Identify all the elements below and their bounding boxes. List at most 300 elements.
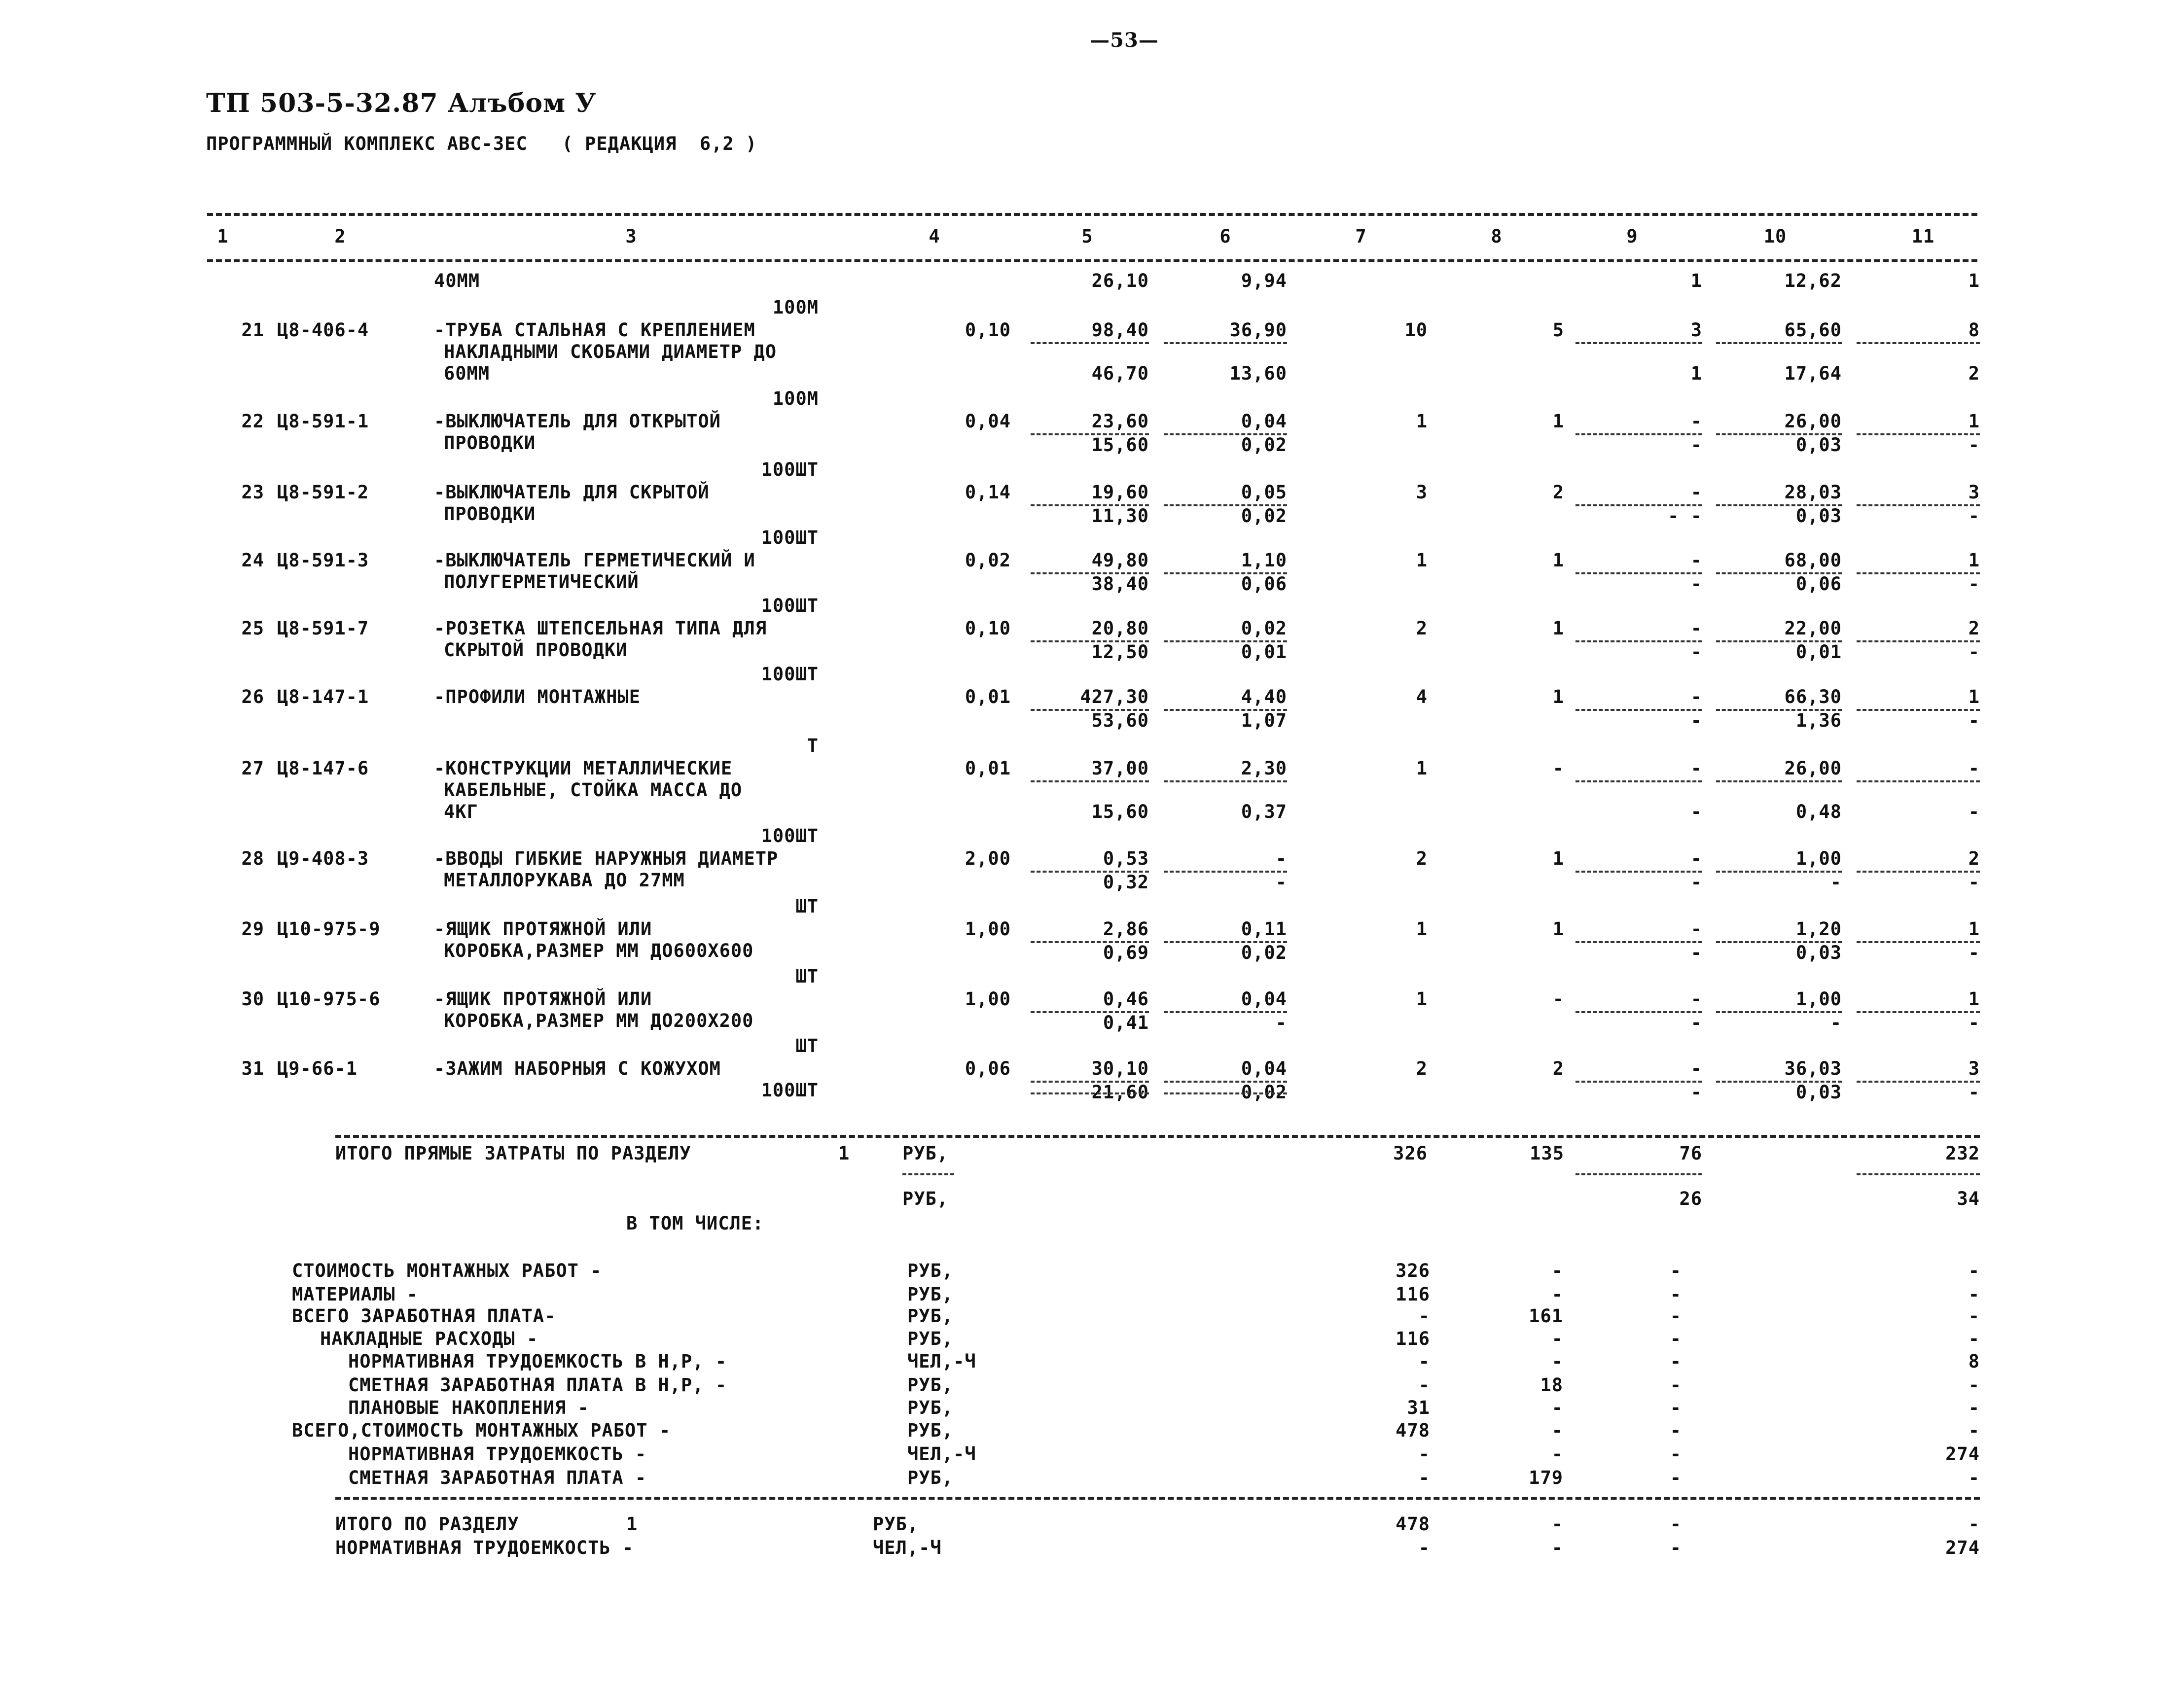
cell-sub-col9: - (1690, 641, 1702, 663)
breakdown-label: СТОИМОСТЬ МОНТАЖНЫХ РАБОТ - (292, 1260, 602, 1281)
cell-divider (1857, 780, 1980, 782)
cell-c5: 20,80 (1091, 618, 1149, 639)
cell-c10: 36,03 (1784, 1058, 1842, 1079)
cell-c8: - (1552, 758, 1564, 779)
item-description-cont: НАКЛАДНЫМИ СКОБАМИ ДИАМЕТР ДО (444, 341, 777, 362)
cell-c4: 0,10 (965, 618, 1011, 639)
cell-c5: 37,00 (1091, 758, 1149, 779)
cell-c11: 2 (1968, 848, 1980, 869)
cell-sub-col10: 0,01 (1795, 641, 1842, 663)
unit-label: ШТ (795, 896, 819, 917)
breakdown-col11: - (1968, 1328, 1980, 1349)
cell-c9: - (1690, 686, 1702, 707)
cell-c9: - (1690, 482, 1702, 503)
cell-c6: 1,10 (1241, 550, 1287, 571)
cell-sub-col5: 0,32 (1103, 872, 1149, 893)
breakdown-col8: 179 (1529, 1467, 1563, 1488)
breakdown-col11: 274 (1945, 1443, 1980, 1465)
cell-c8: 1 (1552, 411, 1564, 432)
cell-c5: 98,40 (1091, 319, 1149, 341)
breakdown-col7: 116 (1396, 1328, 1430, 1349)
cell-sub-col5: 0,69 (1103, 942, 1149, 963)
cell-sub-col6: 1,07 (1241, 710, 1287, 731)
cell-c4: 1,00 (965, 988, 1011, 1010)
cell-sub-col5: 46,70 (1091, 363, 1149, 384)
section-total-col9: - (1670, 1513, 1682, 1535)
breakdown-unit: РУБ, (907, 1467, 954, 1488)
breakdown-col8: - (1551, 1443, 1563, 1465)
totals-col9: 26 (1679, 1188, 1702, 1209)
cell-c4: 1,00 (965, 918, 1011, 940)
cell-c10: 26,00 (1784, 758, 1842, 779)
cell-sub-col9: - - (1668, 505, 1702, 527)
cell-c7: 1 (1416, 918, 1428, 940)
item-number: 22 (241, 411, 264, 432)
breakdown-col7: 478 (1396, 1420, 1430, 1441)
breakdown-label: МАТЕРИАЛЫ - (292, 1284, 419, 1305)
software-line: ПРОГРАММНЫЙ КОМПЛЕКС АВС-3ЕС ( РЕДАКЦИЯ 6,2 ) (206, 133, 757, 154)
column-number: 7 (1355, 226, 1367, 247)
cell-sub-col5: 53,60 (1091, 710, 1149, 731)
breakdown-col9: - (1670, 1305, 1682, 1327)
cell-col9: 1 (1690, 270, 1702, 291)
cell-sub-col10: 0,03 (1795, 1082, 1842, 1103)
cell-sub-col5: 12,50 (1091, 641, 1149, 663)
item-number: 29 (241, 918, 264, 940)
item-description-cont: МЕТАЛЛОРУКАВА ДО 27ММ (444, 870, 685, 891)
column-number: 4 (929, 226, 940, 247)
unit-label: 100ШТ (761, 664, 819, 685)
section-total-label: НОРМАТИВНАЯ ТРУДОЕМКОСТЬ - (335, 1537, 634, 1558)
breakdown-col8: - (1551, 1420, 1563, 1441)
unit-label: ШТ (795, 966, 819, 987)
cell-col5: 26,10 (1091, 270, 1149, 291)
breakdown-label: СМЕТНАЯ ЗАРАБОТНАЯ ПЛАТА В Н,Р, - (348, 1374, 727, 1396)
breakdown-col11: - (1968, 1397, 1980, 1418)
item-code: Ц8-591-3 (277, 550, 369, 571)
item-number: 24 (241, 550, 264, 571)
cell-sub-col11: - (1968, 641, 1980, 663)
breakdown-unit: РУБ, (907, 1305, 954, 1327)
unit-label: 100ШТ (761, 459, 819, 480)
item-number: 31 (241, 1058, 264, 1079)
item-code: Ц8-147-1 (277, 686, 369, 707)
totals-currency: РУБ, (902, 1188, 949, 1209)
cell-divider (1575, 342, 1702, 344)
cell-sub-col6: 0,02 (1241, 434, 1287, 456)
breakdown-col9: - (1670, 1260, 1682, 1281)
cell-c4: 0,04 (965, 411, 1011, 432)
item-number: 28 (241, 848, 264, 869)
item-number: 30 (241, 988, 264, 1010)
cell-c5: 49,80 (1091, 550, 1149, 571)
cell-sub-col5: 15,60 (1091, 434, 1149, 456)
breakdown-col8: - (1551, 1284, 1563, 1305)
cell-c6: 0,05 (1241, 482, 1287, 503)
breakdown-col8: - (1551, 1397, 1563, 1418)
totals-col11: 232 (1945, 1143, 1980, 1164)
breakdown-col11: - (1968, 1374, 1980, 1396)
item-description-cont: КОРОБКА,РАЗМЕР ММ ДО200Х200 (444, 1010, 754, 1031)
cell-sub-col11: - (1968, 505, 1980, 527)
unit-label: ШТ (795, 1035, 819, 1056)
breakdown-col9: - (1670, 1284, 1682, 1305)
cell-divider (1031, 1092, 1149, 1094)
cell-divider (1031, 342, 1149, 344)
cell-sub-col5: 11,30 (1091, 505, 1149, 527)
section-total-col8: - (1551, 1537, 1563, 1558)
column-number: 8 (1491, 226, 1503, 247)
breakdown-col9: - (1670, 1374, 1682, 1396)
cell-sub-col11: - (1968, 801, 1980, 822)
header-rule-bottom (207, 259, 1977, 262)
cell-c11: 1 (1968, 550, 1980, 571)
breakdown-col7: 116 (1396, 1284, 1430, 1305)
cell-sub-col10: 0,03 (1795, 942, 1842, 963)
cell-c9: 3 (1690, 319, 1702, 341)
cell-c11: 2 (1968, 618, 1980, 639)
cell-sub-col11: - (1968, 872, 1980, 893)
cell-c11: 3 (1968, 1058, 1980, 1079)
cell-sub-col9: - (1690, 801, 1702, 822)
cell-c11: 1 (1968, 988, 1980, 1010)
breakdown-unit: ЧЕЛ,-Ч (907, 1351, 976, 1372)
cell-sub-col10: 0,03 (1795, 434, 1842, 456)
cell-c7: 1 (1416, 411, 1428, 432)
cell-sub-col5: 0,41 (1103, 1012, 1149, 1033)
column-number: 11 (1911, 226, 1935, 247)
totals-rule (335, 1135, 1980, 1138)
cell-divider (1164, 1092, 1287, 1094)
breakdown-col7: - (1418, 1374, 1430, 1396)
item-code: Ц9-408-3 (277, 848, 369, 869)
cell-divider (1716, 780, 1842, 782)
item-description-cont: ПРОВОДКИ (444, 432, 536, 454)
cell-sub-col10: 0,06 (1795, 573, 1842, 595)
cell-c7: 2 (1416, 618, 1428, 639)
column-number: 10 (1763, 226, 1787, 247)
cell-c6: 0,04 (1241, 411, 1287, 432)
section-total-col9: - (1670, 1537, 1682, 1558)
cell-c7: 2 (1416, 848, 1428, 869)
breakdown-col9: - (1670, 1443, 1682, 1465)
breakdown-col11: 8 (1968, 1351, 1980, 1372)
cell-col6: 9,94 (1241, 270, 1287, 291)
breakdown-col9: - (1670, 1467, 1682, 1488)
item-description: -ВЫКЛЮЧАТЕЛЬ ГЕРМЕТИЧЕСКИЙ И (434, 550, 755, 571)
cell-sub-col9: - (1690, 573, 1702, 595)
cell-c4: 0,06 (965, 1058, 1011, 1079)
breakdown-col8: 161 (1529, 1305, 1563, 1327)
section-total-col7: 478 (1396, 1513, 1430, 1535)
cell-sub-col6: - (1275, 1012, 1287, 1033)
cell-sub-col5: 15,60 (1091, 801, 1149, 822)
cell-c9: - (1690, 411, 1702, 432)
cell-c10: 1,00 (1795, 988, 1842, 1010)
cell-c10: 22,00 (1784, 618, 1842, 639)
item-code: Ц8-591-1 (277, 411, 369, 432)
cell-c8: 5 (1552, 319, 1564, 341)
cell-c5: 427,30 (1080, 686, 1149, 707)
item-number: 23 (241, 482, 264, 503)
unit-label: 100М (772, 297, 819, 318)
cell-c11: 1 (1968, 411, 1980, 432)
breakdown-col7: - (1418, 1305, 1430, 1327)
breakdown-col9: - (1670, 1351, 1682, 1372)
cell-sub-col5: 38,40 (1091, 573, 1149, 595)
cell-sub-col11: - (1968, 1082, 1980, 1103)
section-total-col8: - (1551, 1513, 1563, 1535)
unit-label: 100ШТ (761, 527, 819, 548)
cell-sub-col6: 0,02 (1241, 1082, 1287, 1103)
breakdown-col11: - (1968, 1284, 1980, 1305)
breakdown-col8: - (1551, 1260, 1563, 1281)
breakdown-col7: 326 (1396, 1260, 1430, 1281)
page-number: —53— (1090, 29, 1159, 52)
breakdown-label: ВСЕГО,СТОИМОСТЬ МОНТАЖНЫХ РАБОТ - (292, 1420, 671, 1441)
cell-c7: 1 (1416, 550, 1428, 571)
cell-divider (1716, 342, 1842, 344)
item-description-cont: КОРОБКА,РАЗМЕР ММ ДО600Х600 (444, 940, 754, 961)
cell-col11: 1 (1968, 270, 1980, 291)
column-number: 1 (217, 226, 229, 247)
item-description-cont: КАБЕЛЬНЫЕ, СТОЙКА МАССА ДО (444, 779, 743, 801)
item-description: -ЯЩИК ПРОТЯЖНОЙ ИЛИ (434, 918, 652, 940)
cell-c11: 1 (1968, 686, 1980, 707)
cell-c10: 66,30 (1784, 686, 1842, 707)
totals-col7: 326 (1393, 1143, 1428, 1164)
cell-divider (1857, 1173, 1980, 1175)
cell-c7: 1 (1416, 988, 1428, 1010)
cell-sub-col11: - (1968, 434, 1980, 456)
cell-sub-col9: - (1690, 872, 1702, 893)
breakdown-col11: - (1968, 1260, 1980, 1281)
cell-c10: 26,00 (1784, 411, 1842, 432)
column-number: 6 (1219, 226, 1231, 247)
cell-c5: 30,10 (1091, 1058, 1149, 1079)
cell-c4: 0,10 (965, 319, 1011, 341)
cell-sub-col5: 21,60 (1091, 1082, 1149, 1103)
cell-sub-col6: 0,37 (1241, 801, 1287, 822)
breakdown-label: СМЕТНАЯ ЗАРАБОТНАЯ ПЛАТА - (348, 1467, 647, 1488)
item-code: Ц8-591-2 (277, 482, 369, 503)
totals-col9: 76 (1679, 1143, 1702, 1164)
cell-sub-col6: 13,60 (1229, 363, 1287, 384)
cell-c8: - (1552, 988, 1564, 1010)
cell-c11: 1 (1968, 918, 1980, 940)
item-description-cont: СКРЫТОЙ ПРОВОДКИ (444, 639, 628, 661)
item-description: -ВЫКЛЮЧАТЕЛЬ ДЛЯ СКРЫТОЙ (434, 482, 710, 503)
cell-c5: 23,60 (1091, 411, 1149, 432)
cell-sub-col11: - (1968, 710, 1980, 731)
cell-sub-col6: - (1275, 872, 1287, 893)
cell-c7: 3 (1416, 482, 1428, 503)
cell-sub-col6: 0,02 (1241, 942, 1287, 963)
item-description: -РОЗЕТКА ШТЕПСЕЛЬНАЯ ТИПА ДЛЯ (434, 618, 767, 639)
cell-c5: 0,46 (1103, 988, 1149, 1010)
item-description: -ЯЩИК ПРОТЯЖНОЙ ИЛИ (434, 988, 652, 1010)
cell-c6: 4,40 (1241, 686, 1287, 707)
cell-c8: 1 (1552, 686, 1564, 707)
cell-divider (1575, 780, 1702, 782)
cell-sub-col10: 17,64 (1784, 363, 1842, 384)
breakdown-label: НАКЛАДНЫЕ РАСХОДЫ - (320, 1328, 538, 1349)
cell-sub-col9: - (1690, 942, 1702, 963)
breakdown-col9: - (1670, 1420, 1682, 1441)
breakdown-col8: 18 (1540, 1374, 1563, 1396)
cell-c9: - (1690, 848, 1702, 869)
item-description: -ВЫКЛЮЧАТЕЛЬ ДЛЯ ОТКРЫТОЙ (434, 411, 721, 432)
cell-sub-col9: - (1690, 710, 1702, 731)
breakdown-col7: - (1418, 1443, 1430, 1465)
item-code: Ц10-975-9 (277, 918, 381, 940)
item-description: -КОНСТРУКЦИИ МЕТАЛЛИЧЕСКИЕ (434, 758, 733, 779)
cell-c9: - (1690, 1058, 1702, 1079)
totals-col11: 34 (1957, 1188, 1980, 1209)
breakdown-unit: РУБ, (907, 1420, 954, 1441)
cell-divider (902, 1173, 954, 1175)
breakdown-col9: - (1670, 1397, 1682, 1418)
breakdown-col11: - (1968, 1467, 1980, 1488)
cell-c11: - (1968, 758, 1980, 779)
item-description: -ВВОДЫ ГИБКИЕ НАРУЖНЫЯ ДИАМЕТР (434, 848, 779, 869)
totals-section-no: 1 (838, 1143, 850, 1164)
cell-c6: 0,02 (1241, 618, 1287, 639)
section-total-col7: - (1418, 1537, 1430, 1558)
unit-label: 100М (772, 388, 819, 409)
item-description-cont: ПРОВОДКИ (444, 503, 536, 525)
section-total-col11: - (1968, 1513, 1980, 1535)
item-description-cont: ПОЛУГЕРМЕТИЧЕСКИЙ (444, 571, 639, 593)
cell-c9: - (1690, 618, 1702, 639)
section-total-no: 1 (626, 1513, 638, 1535)
cell-c9: - (1690, 550, 1702, 571)
cell-sub-col9: - (1690, 1012, 1702, 1033)
breakdown-unit: РУБ, (907, 1397, 954, 1418)
unit-label: Т (807, 735, 819, 756)
totals-col8: 135 (1530, 1143, 1564, 1164)
item-description: -ПРОФИЛИ МОНТАЖНЫЕ (434, 686, 641, 707)
breakdown-col7: - (1418, 1467, 1430, 1488)
cell-sub-col6: 0,01 (1241, 641, 1287, 663)
cell-sub-col10: 1,36 (1795, 710, 1842, 731)
breakdown-unit: РУБ, (907, 1374, 954, 1396)
column-number: 2 (334, 226, 346, 247)
cell-c5: 19,60 (1091, 482, 1149, 503)
breakdown-label: ПЛАНОВЫЕ НАКОПЛЕНИЯ - (348, 1397, 589, 1418)
cell-c4: 2,00 (965, 848, 1011, 869)
cell-c10: 65,60 (1784, 319, 1842, 341)
breakdown-col7: - (1418, 1351, 1430, 1372)
cell-c11: 3 (1968, 482, 1980, 503)
cell-c8: 1 (1552, 918, 1564, 940)
cell-c8: 2 (1552, 1058, 1564, 1079)
section-total-col11: 274 (1945, 1537, 1980, 1558)
column-number: 5 (1081, 226, 1093, 247)
cell-sub-col9: - (1690, 1082, 1702, 1103)
cell-divider (1575, 1173, 1702, 1175)
totals-currency: РУБ, (902, 1143, 949, 1164)
cell-c10: 68,00 (1784, 550, 1842, 571)
cell-c7: 10 (1404, 319, 1428, 341)
cell-sub-col10: 0,03 (1795, 505, 1842, 527)
item-description-cont: 60ММ (444, 363, 490, 384)
item-code: Ц8-147-6 (277, 758, 369, 779)
cell-c11: 8 (1968, 319, 1980, 341)
breakdown-col7: 31 (1407, 1397, 1430, 1418)
unit-label: 100ШТ (761, 1080, 819, 1101)
cell-divider (1164, 780, 1287, 782)
breakdown-unit: РУБ, (907, 1328, 954, 1349)
cell-c6: 36,90 (1229, 319, 1287, 341)
cell-c8: 1 (1552, 848, 1564, 869)
breakdown-unit: ЧЕЛ,-Ч (907, 1443, 976, 1465)
cell-c4: 0,01 (965, 686, 1011, 707)
cell-sub-col11: 2 (1968, 363, 1980, 384)
section-total-unit: ЧЕЛ,-Ч (873, 1537, 942, 1558)
header-rule-top (207, 213, 1977, 216)
column-number: 3 (625, 226, 637, 247)
breakdown-col8: - (1551, 1328, 1563, 1349)
column-number: 9 (1626, 226, 1638, 247)
cell-c10: 1,00 (1795, 848, 1842, 869)
cell-c6: 0,11 (1241, 918, 1287, 940)
section-total-label: ИТОГО ПО РАЗДЕЛУ (335, 1513, 519, 1535)
cell-sub-col6: 0,02 (1241, 505, 1287, 527)
cell-c6: - (1275, 848, 1287, 869)
item-code: Ц8-406-4 (277, 319, 369, 341)
item-description-cont: 4КГ (444, 801, 478, 822)
item-description: -ТРУБА СТАЛЬНАЯ С КРЕПЛЕНИЕМ (434, 319, 755, 341)
item-description: -ЗАЖИМ НАБОРНЫЯ С КОЖУХОМ (434, 1058, 721, 1079)
cell-sub-col11: - (1968, 573, 1980, 595)
cell-c10: 28,03 (1784, 482, 1842, 503)
cell-col10: 12,62 (1784, 270, 1842, 291)
item-code: Ц8-591-7 (277, 618, 369, 639)
cell-c4: 0,02 (965, 550, 1011, 571)
cell-c9: - (1690, 988, 1702, 1010)
breakdown-label: ВСЕГО ЗАРАБОТНАЯ ПЛАТА- (292, 1305, 556, 1327)
cell-sub-col9: 1 (1690, 363, 1702, 384)
row-description: 40ММ (434, 270, 480, 291)
breakdown-col11: - (1968, 1420, 1980, 1441)
document-title: ТП 503-5-32.87 Алъбом У (206, 88, 597, 118)
cell-sub-col9: - (1690, 434, 1702, 456)
cell-c10: 1,20 (1795, 918, 1842, 940)
cell-sub-col10: - (1830, 872, 1842, 893)
breakdown-col8: - (1551, 1351, 1563, 1372)
cell-c5: 2,86 (1103, 918, 1149, 940)
item-code: Ц10-975-6 (277, 988, 381, 1010)
totals-label: ИТОГО ПРЯМЫЕ ЗАТРАТЫ ПО РАЗДЕЛУ (335, 1143, 691, 1164)
cell-divider (1164, 342, 1287, 344)
cell-c7: 1 (1416, 758, 1428, 779)
cell-c9: - (1690, 918, 1702, 940)
unit-label: 100ШТ (761, 595, 819, 616)
cell-c8: 1 (1552, 618, 1564, 639)
cell-c6: 0,04 (1241, 988, 1287, 1010)
cell-c9: - (1690, 758, 1702, 779)
breakdown-col11: - (1968, 1305, 1980, 1327)
breakdown-unit: РУБ, (907, 1284, 954, 1305)
cell-divider (1031, 780, 1149, 782)
item-number: 26 (241, 686, 264, 707)
cell-c6: 2,30 (1241, 758, 1287, 779)
unit-label: 100ШТ (761, 825, 819, 846)
section-total-rule (335, 1497, 1980, 1500)
cell-c7: 2 (1416, 1058, 1428, 1079)
section-total-unit: РУБ, (873, 1513, 919, 1535)
